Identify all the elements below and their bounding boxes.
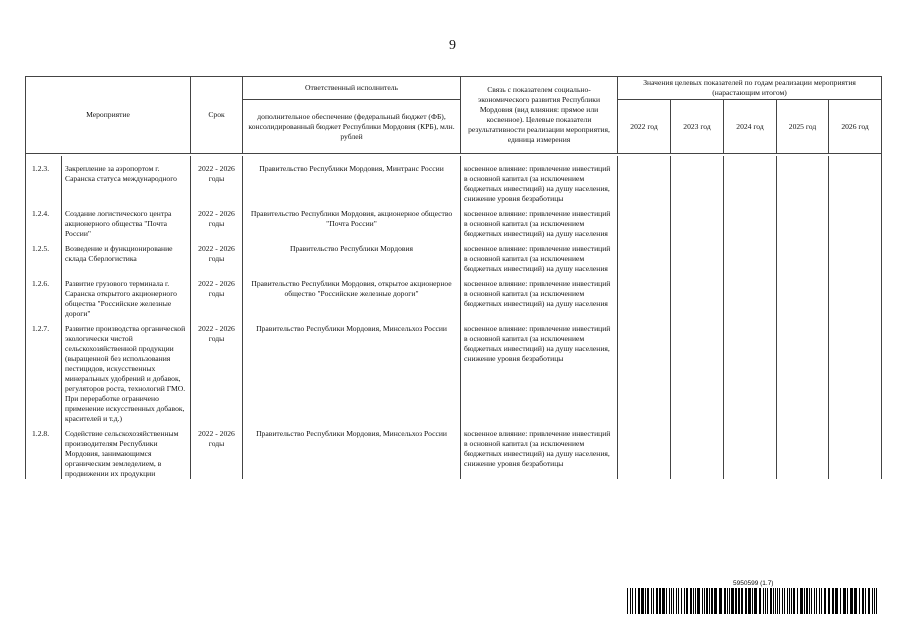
barcode-bar	[681, 588, 682, 614]
row-responsible: Правительство Республики Мордовия, Минсельхоз России	[243, 319, 461, 424]
barcode-bar	[832, 588, 834, 614]
header-term: Срок	[191, 77, 243, 154]
row-term: 2022 - 2026 годы	[191, 156, 243, 204]
row-number: 1.2.5.	[26, 239, 62, 274]
row-term: 2022 - 2026 годы	[191, 424, 243, 479]
barcode-bar	[835, 588, 838, 614]
barcode-bar	[729, 588, 730, 614]
row-term: 2022 - 2026 годы	[191, 274, 243, 319]
barcode-bar	[684, 588, 685, 614]
barcode-bar	[800, 588, 803, 614]
header-funding: дополнительное обеспечение (федеральный бюджет (ФБ), консолидированный бюджет Республики Мордовия (КРБ), млн. рублей	[243, 100, 461, 154]
barcode-bar	[816, 588, 817, 614]
barcode-bar	[793, 588, 795, 614]
barcode-bar	[782, 588, 783, 614]
row-number: 1.2.4.	[26, 204, 62, 239]
barcode-bar	[662, 588, 665, 614]
barcode-label: 5950599 (1.7)	[733, 580, 774, 587]
row-activity: Развитие грузового терминала г. Саранска открытого акционерного общества "Российские железные дороги"	[62, 274, 191, 319]
barcode-bar	[695, 588, 696, 614]
barcode-bar	[659, 588, 661, 614]
barcode-bar	[868, 588, 870, 614]
barcode-bar	[678, 588, 679, 614]
header-year: 2025 год	[777, 100, 829, 154]
row-responsible: Правительство Республики Мордовия	[243, 239, 461, 274]
barcode-bar	[850, 588, 853, 614]
row-link: косвенное влияние: привлечение инвестиций в основной капитал (за исключением бюджетных инвестиций) на душу населения, снижение уровня безработицы	[461, 319, 618, 424]
row-link: косвенное влияние: привлечение инвестиций в основной капитал (за исключением бюджетных инвестиций) на душу населения, снижение уровня безработицы	[461, 424, 618, 479]
barcode-bar	[874, 588, 875, 614]
barcode-bar	[770, 588, 772, 614]
table-row	[26, 274, 882, 319]
barcode-bar	[711, 588, 713, 614]
barcode-bar	[669, 588, 670, 614]
barcode-bar	[697, 588, 700, 614]
table-row	[26, 156, 882, 204]
header-responsible: Ответственный исполнитель	[243, 77, 461, 100]
row-activity: Развитие производства органической экологически чистой сельскохозяйственной продукции (выращенной без использования пестицидов, искусственных минеральных удобрений и добавок, регуляторов роста, технологий ГМО. При переработке ограничено применение искусственных добавок, красителей и т.д.)	[62, 319, 191, 424]
barcode-bar	[653, 588, 654, 614]
table-row	[26, 319, 882, 424]
header-year: 2023 год	[671, 100, 724, 154]
row-term: 2022 - 2026 годы	[191, 319, 243, 424]
barcode-bar	[859, 588, 860, 614]
header-year: 2024 год	[724, 100, 777, 154]
barcode-bar	[702, 588, 703, 614]
barcode-bar	[759, 588, 761, 614]
row-activity: Содействие сельскохозяйственным производителям Республики Мордовия, занимающимся органическим земледелием, в продвижении их продукции	[62, 424, 191, 479]
barcode-bar	[824, 588, 826, 614]
row-link: косвенное влияние: привлечение инвестиций в основной капитал (за исключением бюджетных инвестиций) на душу населения	[461, 274, 618, 319]
barcode-bar	[752, 588, 753, 614]
barcode-bar	[787, 588, 788, 614]
barcode-bar	[651, 588, 652, 614]
header-year: 2026 год	[829, 100, 882, 154]
barcode-bar	[676, 588, 677, 614]
header-link: Связь с показателем социально-экономического развития Республики Мордовия (вид влияния: прямое или косвенное). Целевые показатели результативности реализации мероприятия, единица измерения	[461, 77, 618, 154]
barcode-bar	[779, 588, 780, 614]
barcode-bar	[811, 588, 812, 614]
barcode-bar	[704, 588, 705, 614]
barcode-bar	[693, 588, 694, 614]
barcode-bar	[671, 588, 672, 614]
barcode-bar	[741, 588, 743, 614]
barcode-bar	[632, 588, 633, 614]
barcode-bar	[819, 588, 820, 614]
table-row	[26, 204, 882, 239]
row-responsible: Правительство Республики Мордовия, акционерное общество "Почта России"	[243, 204, 461, 239]
barcode-bar	[673, 588, 674, 614]
row-number: 1.2.3.	[26, 156, 62, 204]
table-row	[26, 424, 882, 479]
barcode-icon	[627, 588, 880, 614]
row-activity: Создание логистического центра акционерного общества "Почта России"	[62, 204, 191, 239]
row-link: косвенное влияние: привлечение инвестиций в основной капитал (за исключением бюджетных инвестиций) на душу населения	[461, 239, 618, 274]
row-number: 1.2.7.	[26, 319, 62, 424]
row-activity: Возведение и функционирование склада Сберлогистика	[62, 239, 191, 274]
barcode-bar	[731, 588, 734, 614]
barcode-bar	[686, 588, 688, 614]
barcode-bar	[840, 588, 841, 614]
barcode-bar	[714, 588, 717, 614]
barcode-bar	[775, 588, 776, 614]
barcode-bar	[706, 588, 708, 614]
row-link: косвенное влияние: привлечение инвестиций в основной капитал (за исключением бюджетных инвестиций) на душу населения, снижение уровня безработицы	[461, 156, 618, 204]
row-responsible: Правительство Республики Мордовия, Минтранс России	[243, 156, 461, 204]
barcode-bar	[738, 588, 740, 614]
barcode-bar	[865, 588, 866, 614]
barcode-bar	[656, 588, 658, 614]
barcode-bar	[789, 588, 790, 614]
header-targets: Значения целевых показателей по годам реализации мероприятия (нарастающим итогом)	[618, 77, 882, 100]
barcode-bar	[767, 588, 768, 614]
barcode-bar	[724, 588, 726, 614]
header-year: 2022 год	[618, 100, 671, 154]
barcode-bar	[843, 588, 846, 614]
barcode-bar	[765, 588, 766, 614]
activities-table	[25, 76, 882, 479]
barcode-bar	[754, 588, 757, 614]
barcode-bar	[635, 588, 636, 614]
barcode-bar	[872, 588, 873, 614]
barcode-bar	[847, 588, 848, 614]
barcode-bar	[806, 588, 808, 614]
barcode-bar	[627, 588, 628, 614]
barcode-bar	[804, 588, 805, 614]
table-row	[26, 239, 882, 274]
barcode-bar	[821, 588, 822, 614]
barcode-bar	[814, 588, 815, 614]
row-number: 1.2.6.	[26, 274, 62, 319]
barcode-bar	[797, 588, 798, 614]
header-activity: Мероприятие	[26, 77, 191, 154]
row-responsible: Правительство Республики Мордовия, открытое акционерное общество "Российские железные дороги"	[243, 274, 461, 319]
table-body	[26, 154, 882, 480]
page-number: 9	[449, 38, 456, 53]
barcode-bar	[638, 588, 640, 614]
row-term: 2022 - 2026 годы	[191, 239, 243, 274]
row-number: 1.2.8.	[26, 424, 62, 479]
barcode-bar	[745, 588, 747, 614]
barcode-bar	[719, 588, 722, 614]
barcode-bar	[809, 588, 810, 614]
row-responsible: Правительство Республики Мордовия, Минсельхоз России	[243, 424, 461, 479]
barcode-bar	[666, 588, 667, 614]
barcode-bar	[727, 588, 728, 614]
barcode-bar	[735, 588, 737, 614]
barcode-bar	[630, 588, 631, 614]
barcode-bar	[763, 588, 764, 614]
barcode-bar	[777, 588, 778, 614]
barcode-bar	[791, 588, 792, 614]
barcode-bar	[645, 588, 646, 614]
barcode-bar	[647, 588, 649, 614]
barcode-bar	[854, 588, 857, 614]
barcode-bar	[690, 588, 692, 614]
barcode-bar	[828, 588, 830, 614]
row-term: 2022 - 2026 годы	[191, 204, 243, 239]
barcode-bar	[709, 588, 710, 614]
row-activity: Закрепление за аэропортом г. Саранска статуса международного	[62, 156, 191, 204]
barcode-bar	[748, 588, 751, 614]
barcode-bar	[773, 588, 774, 614]
barcode-bar	[862, 588, 864, 614]
row-link: косвенное влияние: привлечение инвестиций в основной капитал (за исключением бюджетных инвестиций) на душу населения	[461, 204, 618, 239]
barcode-bar	[641, 588, 644, 614]
barcode-bar	[876, 588, 877, 614]
barcode-bar	[784, 588, 785, 614]
